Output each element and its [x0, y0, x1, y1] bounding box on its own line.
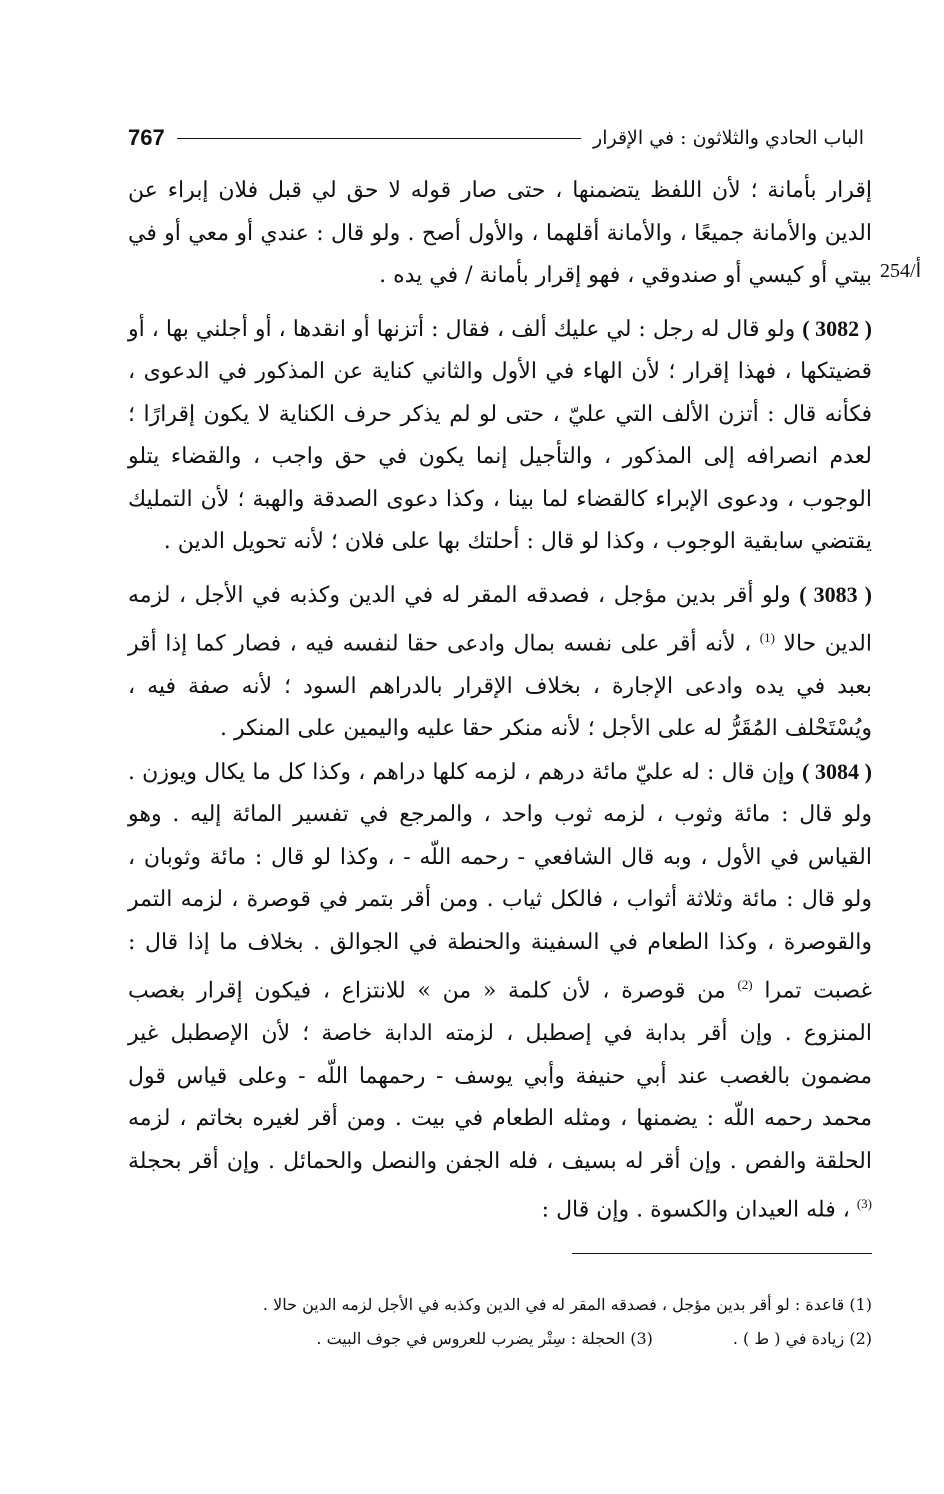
footnote-marker: (2): [849, 1329, 872, 1348]
footnote-marker: (3): [630, 1329, 653, 1348]
footnote-text: الحجلة : سِتْر يضرب للعروس في جوف البيت .: [316, 1329, 626, 1348]
issue-number: ( 3083 ): [799, 581, 873, 607]
footnote-marker: (1): [849, 1295, 872, 1314]
paragraph-3082: [128, 308, 872, 564]
footnote-ref[interactable]: (2): [737, 977, 753, 993]
footnote-line: [128, 1288, 872, 1322]
paragraph-3083: [128, 574, 872, 751]
paragraph-text: ولو قال له رجل : لي عليك ألف ، فقال : أتزنها أو انقدها ، أو أجلني بها ، أو قضيتكها ، فهذا إقرار ؛ لأن الهاء في الأول والثاني كناية عن المذكور في الدعوى ، فكأنه قال : أتزن الألف التي عليّ ، حتى لو لم يذكر حرف الكناية لا يكون إقرارًا ؛ لعدم انصرافه إلى المذكور ، والتأجيل إنما يكون في حق واجب ، والقضاء يتلو الوجوب ، ودعوى الإبراء كالقضاء لما بينا ، وكذا دعوى الصدقة والهبة ؛ لأن التمليك يقتضي سابقية الوجوب ، وكذا لو قال : أحلتك بها على فلان ؛ لأنه تحويل الدين .: [128, 316, 872, 554]
paragraph-text: ، فله العيدان والكسوة . وإن قال :: [541, 1197, 850, 1223]
footnote-text: قاعدة : لو أقر بدين مؤجل ، فصدقه المقر له في الدين وكذبه في الأجل لزمه الدين حالا .: [262, 1295, 845, 1314]
paragraph-continuation: [128, 170, 872, 298]
issue-number: ( 3084 ): [802, 758, 872, 784]
paragraph-text: ، لأنه أقر على نفسه بمال وادعى حقا لنفسه فيه ، فصار كما إذا أقر بعبد في يده وادعى الإجارة ، بخلاف الإقرار بالدراهم السود ؛ لأنه صفة فيه ، ويُسْتَحْلف المُقَرُّ له على الأجل ؛ لأنه منكر حقا عليه واليمين على المنكر .: [128, 631, 872, 742]
footnote-text: زيادة في ( ط ) .: [732, 1329, 845, 1348]
footnotes: [128, 1288, 872, 1356]
manuscript-folio-marker: 254/أ: [880, 260, 922, 282]
chapter-title: الباب الحادي والثلاثون : في الإقرار: [593, 127, 864, 149]
page-number: 767: [128, 125, 165, 150]
footnote-separator: [572, 1253, 872, 1254]
footnote-3: [316, 1322, 652, 1356]
issue-number: ( 3082 ): [802, 315, 873, 341]
header-rule: [177, 138, 581, 139]
paragraph-text: ولو أقر بدين مؤجل ، فصدقه المقر له في الدين وكذبه في الأجل ، لزمه الدين حالا: [128, 582, 872, 657]
footnote-ref[interactable]: (1): [759, 630, 775, 645]
running-header: [128, 118, 864, 158]
footnote-line: [128, 1322, 872, 1356]
paragraph-text: إقرار بأمانة ؛ لأن اللفظ يتضمنها ، حتى صار قوله لا حق لي قبل فلان إبراء عن الدين والأمانة جميعًا ، والأمانة أقلهما ، والأول أصح . ولو قال : عندي أو معي أو في بيتي أو كيسي أو صندوقي ، فهو إقرار بأمانة / في يده .: [128, 178, 872, 288]
footnote-ref[interactable]: (3): [856, 1196, 872, 1212]
main-text: [128, 170, 872, 1232]
footnote-2: [733, 1322, 872, 1356]
paragraph-3084: [128, 751, 872, 1232]
paragraph-text: من قوصرة ، لأن كلمة « من » للانتزاع ، فيكون إقرار بغصب المنزوع . وإن أقر بدابة في إصطبل ، لزمته الدابة خاصة ؛ لأن الإصطبل غير مضمون بالغصب عند أبي حنيفة وأبي يوسف - رحمهما اللّه - وعلى قياس قول محمد رحمه اللّه : يضمنها ، ومثله الطعام في بيت . ومن أقر لغيره بخاتم ، لزمه الحلقة والفص . وإن أقر له بسيف ، فله الجفن والنصل والحمائل . وإن أقر بحجلة: [128, 978, 872, 1174]
paragraph-text: وإن قال : له عليّ مائة درهم ، لزمه كلها دراهم ، وكذا كل ما يكال ويوزن . ولو قال : مائة وثوب ، لزمه ثوب واحد ، والمرجع في تفسير المائة إليه . وهو القياس في الأول ، وبه قال الشافعي - رحمه اللّه - ، وكذا لو قال : مائة وثوبان ، ولو قال : مائة وثلاثة أثواب ، فالكل ثياب . ومن أقر بتمر في قوصرة ، لزمه التمر والقوصرة ، وكذا الطعام في السفينة والحنطة في الجوالق . بخلاف ما إذا قال : غصبت تمرا: [128, 759, 872, 1004]
footnote-1: [263, 1288, 872, 1322]
